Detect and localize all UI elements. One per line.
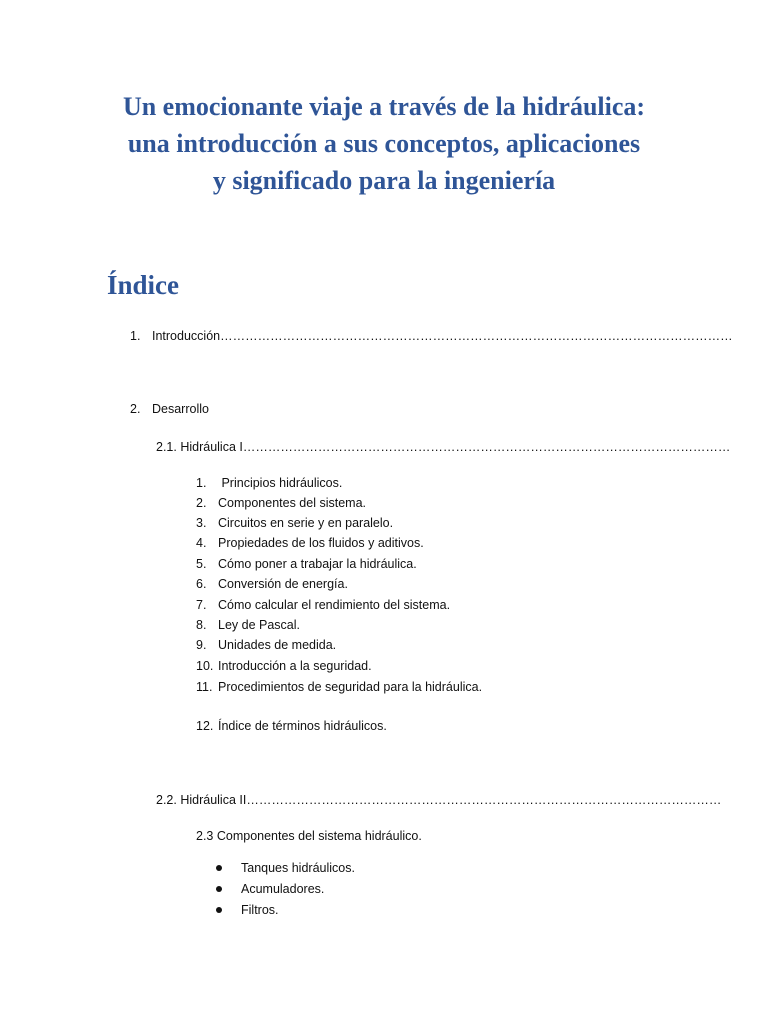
toc-entry-hidraulica-2 [156, 792, 722, 808]
toc-heading: Índice [107, 270, 180, 300]
sublist-number: 4. [196, 536, 207, 550]
sublist-item [196, 535, 424, 551]
sublist-label: Unidades de medida. [218, 638, 337, 652]
sublist-item [196, 597, 450, 613]
sublist-number: 1. [196, 476, 207, 490]
sublist-item [196, 495, 366, 511]
sublist-label: Propiedades de los fluidos y aditivos. [218, 536, 424, 550]
sublist-number: 7. [196, 598, 207, 612]
sublist-label: Cómo calcular el rendimiento del sistema. [218, 598, 451, 612]
sublist-number: 8. [196, 618, 207, 632]
sublist-label: Ley de Pascal. [218, 618, 300, 632]
sublist-number: 11. [196, 680, 213, 694]
sublist-item [196, 617, 300, 633]
toc-entry-label: Desarrollo [152, 402, 209, 416]
sublist-item [196, 718, 387, 734]
bullet-icon [216, 865, 222, 871]
sublist-label: Principios hidráulicos. [218, 476, 343, 490]
sublist-label: Introducción a la seguridad. [218, 659, 372, 673]
sublist-number: 9. [196, 638, 207, 652]
bullet-icon [216, 907, 222, 913]
sublist-number: 2. [196, 496, 207, 510]
toc-entry-number: 2. [130, 402, 141, 416]
sublist-item [196, 637, 336, 653]
sublist-number: 10. [196, 659, 214, 673]
sublist-item [196, 475, 342, 491]
toc-entry-introduccion [130, 328, 733, 344]
toc-entry-label: 2.2. Hidráulica II [156, 793, 247, 807]
sublist-label: Circuitos en serie y en paralelo. [218, 516, 394, 530]
leader-dots: …………………………………………………………………………………………………… [246, 793, 722, 807]
toc-entry-number: 1. [130, 329, 141, 343]
leader-dots: ……………………………………………………………………………………………………… [242, 440, 731, 454]
leader-dots: …………………………………………………………………………………………………………… [220, 329, 733, 343]
sublist-label: Índice de términos hidráulicos. [218, 719, 387, 733]
sublist-item [196, 658, 372, 674]
sublist-label: Cómo poner a trabajar la hidráulica. [218, 557, 417, 571]
toc-entry-label: 2.1. Hidráulica I [156, 440, 243, 454]
sublist-item [196, 679, 482, 695]
sublist-number: 5. [196, 557, 207, 571]
sublist-label: Procedimientos de seguridad para la hidráulica. [218, 680, 483, 694]
title-line-3: y significado para la ingeniería [212, 166, 556, 195]
bullet-item: Filtros. [241, 903, 279, 917]
document-title [40, 88, 728, 199]
bullet-item: Tanques hidráulicos. [241, 861, 355, 875]
title-line-2: una introducción a sus conceptos, aplicaciones [127, 129, 641, 158]
sublist-number: 3. [196, 516, 207, 530]
toc-entry-hidraulica-1 [156, 439, 731, 455]
sublist-number: 12. [196, 719, 214, 733]
sublist-item [196, 576, 348, 592]
sublist-label: Componentes del sistema. [218, 496, 366, 510]
bullet-icon [216, 886, 222, 892]
sublist-label: Conversión de energía. [218, 577, 348, 591]
toc-entry-label: Introducción [152, 329, 221, 343]
toc-entry-desarrollo [130, 401, 209, 417]
sublist-item [196, 515, 393, 531]
title-line-1: Un emocionante viaje a través de la hidráulica: [122, 92, 646, 121]
toc-entry-componentes: 2.3 Componentes del sistema hidráulico. [196, 829, 422, 843]
sublist-item [196, 556, 417, 572]
sublist-number: 6. [196, 577, 207, 591]
bullet-item: Acumuladores. [241, 882, 325, 896]
